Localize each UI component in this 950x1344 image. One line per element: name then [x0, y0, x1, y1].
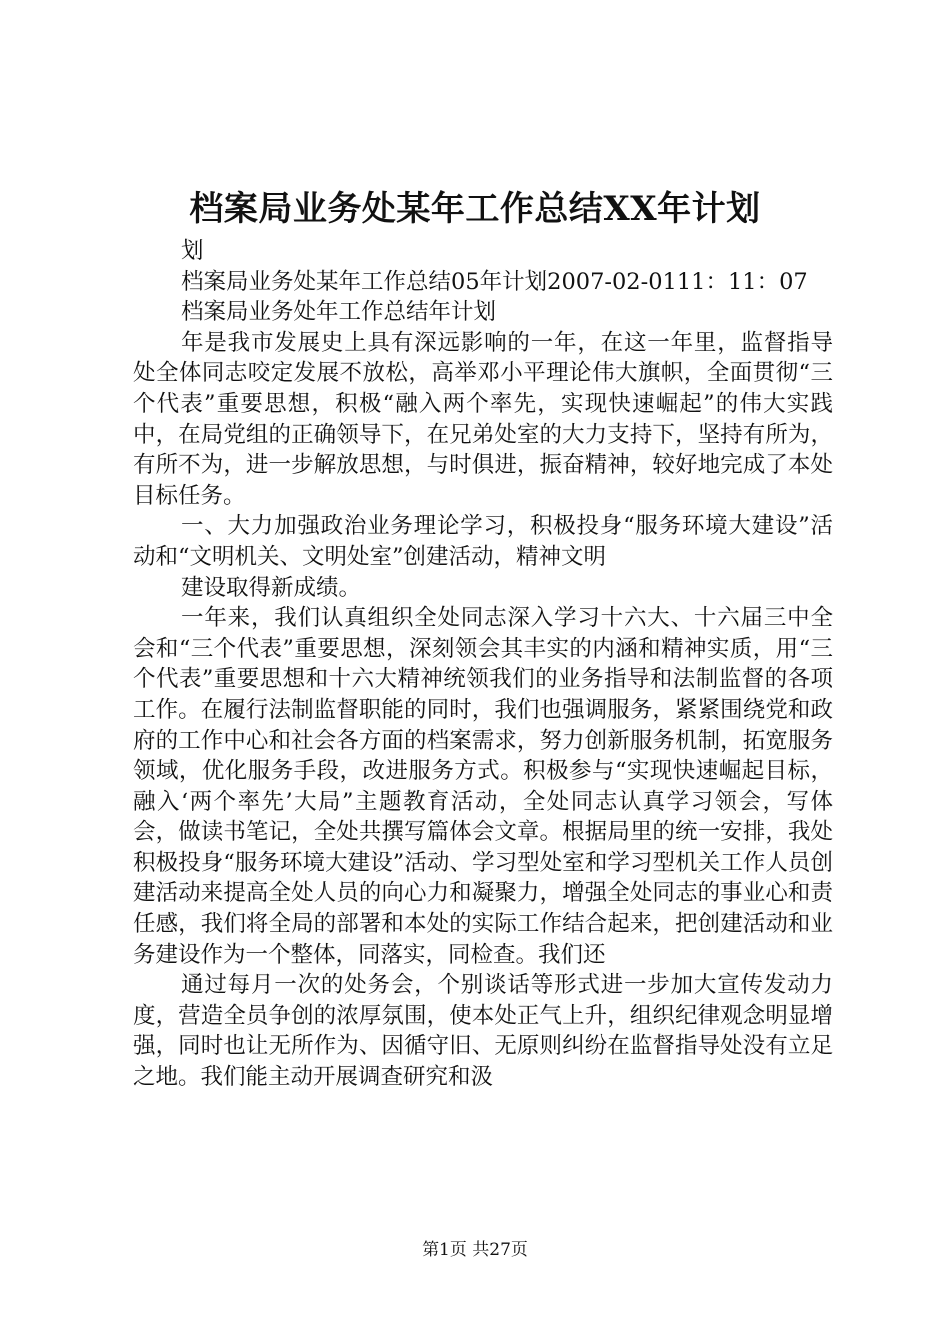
paragraph: 年是我市发展史上具有深远影响的一年，在这一年里，监督指导处全体同志咬定发展不放松，高举邓小平理论伟大旗帜，全面贯彻“三个代表”重要思想，积极“融入两个率先，实现快速崛起”的伟大实践中，在局党组的正确领导下，在兄弟处室的大力支持下，坚持有所为，有所不为，进一步解放思想，与时俱进，振奋精神，较好地完成了本处目标任务。 — [133, 329, 833, 509]
document-title: 档案局业务处某年工作总结XX年计划 — [189, 189, 761, 229]
paragraph: 一、大力加强政治业务理论学习，积极投身“服务环境大建设”活动和“文明机关、文明处室”创建活动，精神文明 — [133, 513, 833, 570]
paragraph: 建设取得新成绩。 — [181, 574, 362, 601]
page-footer: 第1页 共27页 — [422, 1240, 528, 1260]
paragraph: 档案局业务处某年工作总结05年计划2007-02-0111：11：07 — [181, 268, 808, 295]
document-body — [133, 236, 833, 1093]
paragraph: 一年来，我们认真组织全处同志深入学习十六大、十六届三中全会和“三个代表”重要思想，深刻领会其丰实的内涵和精神实质，用“三个代表”重要思想和十六大精神统领我们的业务指导和法制监督的各项工作。在履行法制监督职能的同时，我们也强调服务，紧紧围绕党和政府的工作中心和社会各方面的档案需求，努力创新服务机制，拓宽服务领域，优化服务手段，改进服务方式。积极参与“实现快速崛起目标，融入‘两个率先’大局”主题教育活动，全处同志认真学习领会，写体会，做读书笔记，全处共撰写篇体会文章。根据局里的统一安排，我处积极投身“服务环境大建设”活动、学习型处室和学习型机关工作人员创建活动来提高全处人员的向心力和凝聚力，增强全处同志的事业心和责任感，我们将全局的部署和本处的实际工作结合起来，把创建活动和业务建设作为一个整体，同落实，同检查。我们还 — [133, 605, 833, 968]
paragraph: 通过每月一次的处务会，个别谈话等形式进一步加大宣传发动力度，营造全员争创的浓厚氛围，使本处正气上升，组织纪律观念明显增强，同时也让无所作为、因循守旧、无原则纠纷在监督指导处没有立足之地。我们能主动开展调查研究和汲 — [133, 972, 833, 1091]
paragraph: 档案局业务处年工作总结年计划 — [181, 299, 497, 326]
paragraph: 划 — [181, 238, 204, 264]
